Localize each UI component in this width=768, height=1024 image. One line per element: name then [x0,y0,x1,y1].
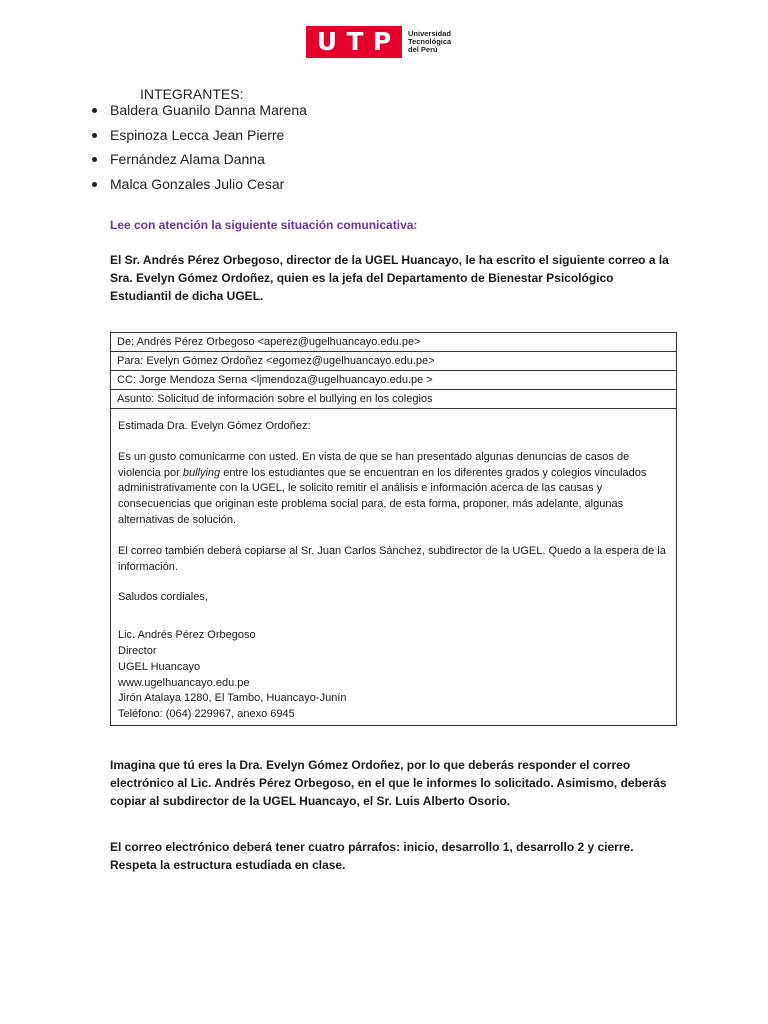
utp-logo-mark [306,26,402,58]
list-item [92,125,307,150]
members-list [92,100,307,198]
email-cc: CC: Jorge Mendoza Serna <ljmendoza@ugelhuancayo.edu.pe > [111,371,677,390]
email-paragraph-1 [118,450,669,529]
task-imagina: Imagina que tú eres la Dra. Evelyn Gómez Ordoñez, por lo que deberás responder el correo electrónico al Lic. Andrés Pérez Orbegoso, en el que le informes lo solicitado. Asimismo, deberás copiar al subdirector de la UGEL Huancayo, el Sr. Luis Alberto Osorio. [110,758,667,808]
integrantes-title: INTEGRANTES: [140,86,244,102]
signature-org: UGEL Huancayo [118,660,201,673]
signature-phone: Teléfono: (064) 229967, anexo 6945 [118,708,295,721]
member-name: Malca Gonzales Julio Cesar [110,175,285,192]
bullet-icon [92,182,97,187]
member-name: Baldera Guanilo Danna Marena [110,102,307,118]
signature-name: Lic. Andrés Pérez Orbegoso [118,629,256,642]
email-from: De: Andrés Pérez Orbegoso <aperez@ugelhuancayo.edu.pe> [111,333,677,352]
member-name: Fernández Alama Danna [110,151,265,167]
email-greeting: Estimada Dra. Evelyn Gómez Ordoñez: [118,420,311,432]
logo-line-1: Universidad [408,29,451,38]
logo-line-2: Tecnológica [408,37,452,46]
email-table [110,332,677,726]
bullet-icon [92,108,97,113]
logo-line-3: del Perú [408,45,438,54]
email-body [111,409,677,726]
email-paragraph-1-start: Es un gusto comunicarme con usted. En vista de que se han presentado algunas denuncias de casos de violencia por [118,450,630,479]
member-name: Espinoza Lecca Jean Pierre [110,126,285,143]
logo-letter-t: T [346,27,364,56]
list-item [92,100,307,125]
task-structure: El correo electrónico deberá tener cuatro párrafos: inicio, desarrollo 1, desarrollo 2 y cierre. Respeta la estructura estudiada en clase. [110,840,634,872]
utp-logo [306,26,466,58]
email-to: Para: Evelyn Gómez Ordoñez <egomez@ugelhuancayo.edu.pe> [111,352,677,371]
bullet-icon [92,157,97,162]
situation-heading: Lee con atención la siguiente situación comunicativa: [110,218,418,232]
list-item [92,174,307,199]
email-closing: Saludos cordiales, [118,591,208,604]
list-item [92,149,307,174]
bullet-icon [92,133,97,138]
signature-web: www.ugelhuancayo.edu.pe [118,676,250,689]
logo-letter-p: P [372,27,392,56]
situation-intro: El Sr. Andrés Pérez Orbegoso, director de la UGEL Huancayo, le ha escrito el siguiente correo a la Sra. Evelyn Gómez Ordoñez, quien es la jefa del Departamento de Bienestar Psicológico Estudiantil de dicha UGEL. [110,253,669,303]
utp-logo-text [408,30,451,54]
logo-letter-u: U [316,27,338,56]
signature-address: Jirón Atalaya 1280, El Tambo, Huancayo-Junín [118,692,347,705]
email-subject: Asunto: Solicitud de información sobre el bullying en los colegios [111,390,677,409]
email-paragraph-2: El correo también deberá copiarse al Sr. Juan Carlos Sánchez, subdirector de la UGEL. Quedo a la espera de la información. [118,544,666,573]
signature-role: Director [118,644,157,657]
email-paragraph-1-emphasis: bullying [182,466,221,479]
email-paragraph-1-end: entre los estudiantes que se encuentran en los diferentes grados y colegios vinculados administrativamente con la UGEL, le solicito remitir el análisis e información acerca de las causas y consecuencias que originan este problema social para, de esta forma, proponer, más adelante, algunas alternativas de solución. [118,466,647,526]
